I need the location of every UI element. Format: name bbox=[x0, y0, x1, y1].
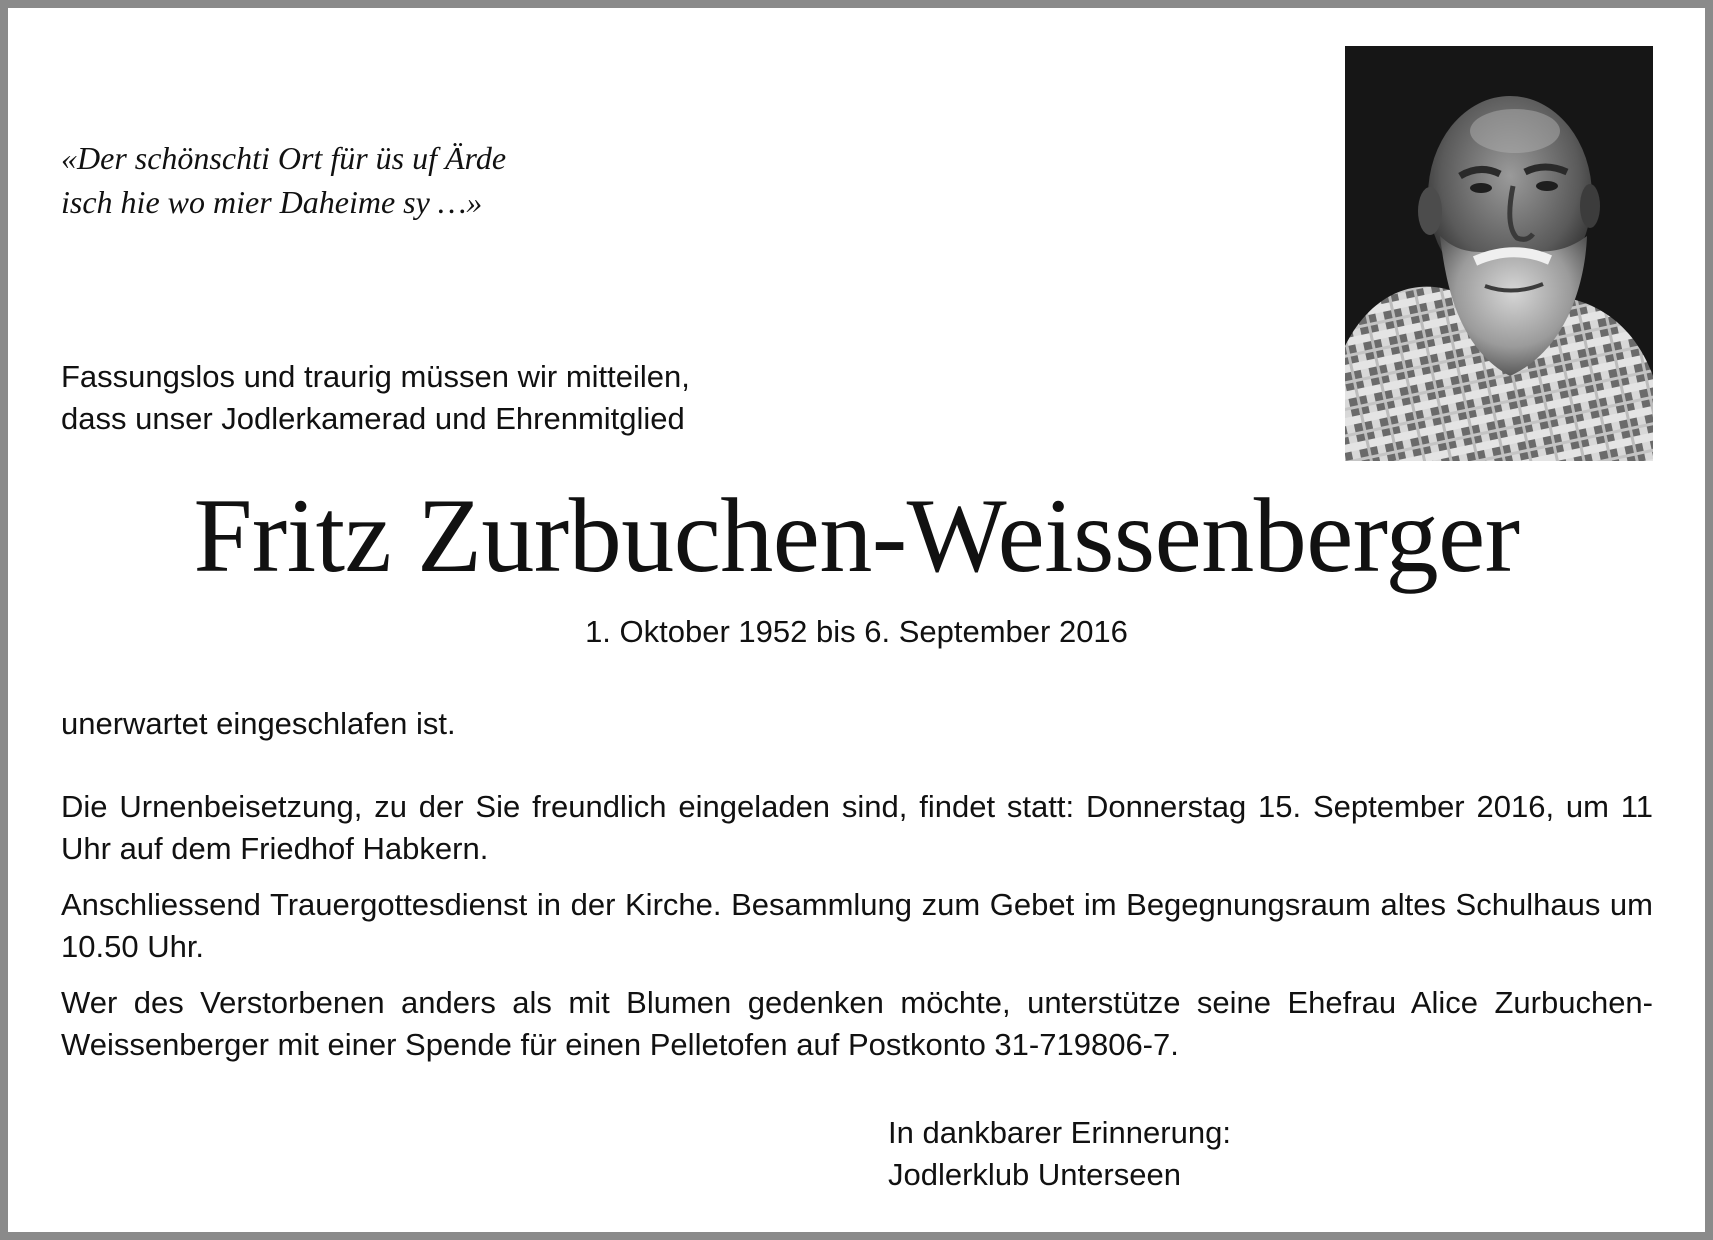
portrait-photo bbox=[1345, 46, 1653, 461]
portrait-photo-icon bbox=[1345, 46, 1653, 461]
deceased-name: Fritz Zurbuchen-Weissenberger bbox=[193, 477, 1520, 594]
signature-line-2: Jodlerklub Unterseen bbox=[888, 1157, 1181, 1192]
service-paragraph: Anschliessend Trauergottesdienst in der Kirche. Besammlung zum Gebet im Begegnungsraum altes Schulhaus um 10.50 Uhr. bbox=[61, 887, 1653, 964]
intro-text bbox=[61, 356, 690, 440]
intro-line-1: Fassungslos und traurig müssen wir mitteilen, bbox=[61, 359, 690, 394]
dialect-quote bbox=[61, 136, 761, 224]
details-paragraphs bbox=[61, 786, 1653, 1080]
after-name-text: unerwartet eingeschlafen ist. bbox=[61, 706, 456, 741]
obituary-notice bbox=[8, 8, 1705, 1232]
donation-paragraph: Wer des Verstorbenen anders als mit Blumen gedenken möchte, unterstütze seine Ehefrau Alice Zurbuchen-Weissenberger mit einer Spende für einen Pelletofen auf Postkonto 31-719806-7. bbox=[61, 985, 1653, 1062]
life-dates: 1. Oktober 1952 bis 6. September 2016 bbox=[585, 614, 1128, 649]
signature bbox=[888, 1112, 1231, 1196]
quote-line-1: «Der schönschti Ort für üs uf Ärde bbox=[61, 140, 507, 176]
burial-paragraph: Die Urnenbeisetzung, zu der Sie freundlich eingeladen sind, findet statt: Donnerstag 15. September 2016, um 11 Uhr auf dem Friedhof Habkern. bbox=[61, 789, 1653, 866]
intro-line-2: dass unser Jodlerkamerad und Ehrenmitglied bbox=[61, 401, 685, 436]
quote-line-2: isch hie wo mier Daheime sy …» bbox=[61, 184, 483, 220]
signature-line-1: In dankbarer Erinnerung: bbox=[888, 1115, 1231, 1150]
